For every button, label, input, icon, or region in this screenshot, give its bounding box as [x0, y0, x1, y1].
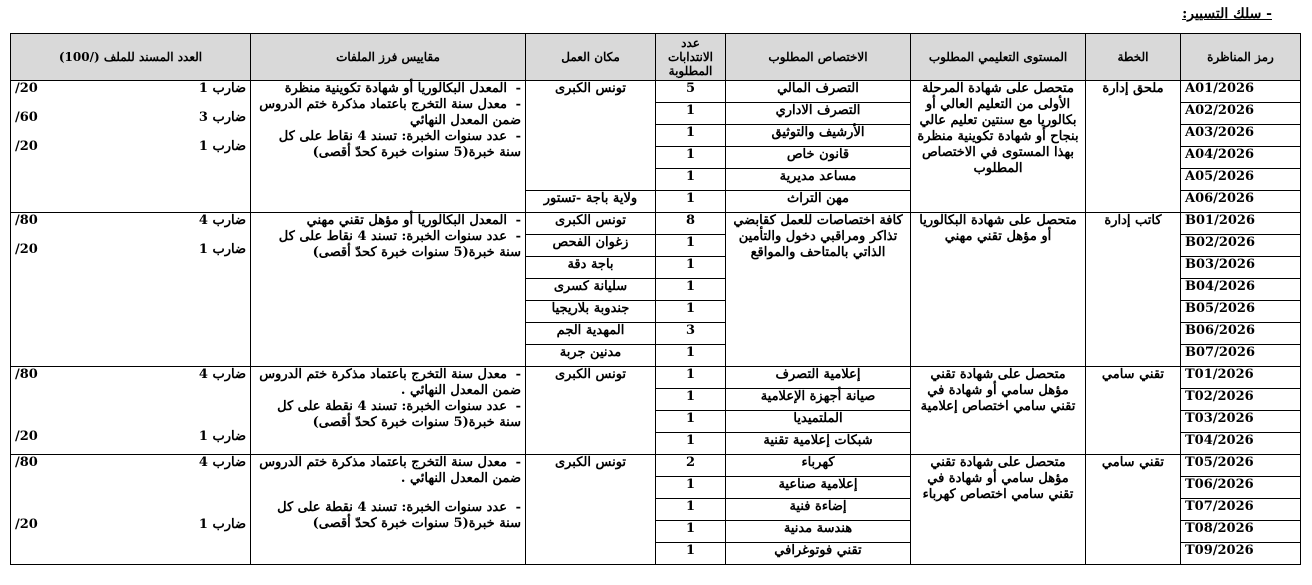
plan-cell: تقني سامي — [1086, 367, 1181, 455]
spec-cell: مهن التراث — [726, 191, 911, 213]
criteria-item: -عدد سنوات الخبرة: تسند 4 نقاط على كل سنة خبرة(5 سنوات خبرة كحدّ أقصى) — [278, 129, 521, 160]
coef-line: ضارب 1 20/ — [15, 139, 246, 154]
count-cell: 1 — [656, 147, 726, 169]
count-cell: 1 — [656, 389, 726, 411]
criteria-item: -عدد سنوات الخبرة: تسند 4 نقطة على كل سنة خبرة(5 سنوات خبرة كحدّ أقصى) — [277, 399, 521, 430]
count-cell: 1 — [656, 433, 726, 455]
criteria-cell — [251, 81, 526, 213]
spec-cell: شبكات إعلامية تقنية — [726, 433, 911, 455]
table-row — [11, 455, 1301, 477]
count-cell: 1 — [656, 301, 726, 323]
code-cell: B05/2026 — [1181, 301, 1301, 323]
count-cell: 1 — [656, 477, 726, 499]
spec-cell: إعلامية صناعية — [726, 477, 911, 499]
spec-cell: قانون خاص — [726, 147, 911, 169]
spec-cell: كافة اختصاصات للعمل كقابضي تذاكر ومراقبي دخول والتأمين الذاتي بالمتاحف والمواقع — [726, 213, 911, 367]
level-cell: متحصل على شهادة البكالوريا أو مؤهل تقني مهني — [911, 213, 1086, 367]
score-cell — [11, 81, 251, 213]
spec-cell: هندسة مدنية — [726, 521, 911, 543]
count-cell: 1 — [656, 169, 726, 191]
score-cell — [11, 367, 251, 455]
code-cell: T07/2026 — [1181, 499, 1301, 521]
count-cell: 1 — [656, 521, 726, 543]
place-cell: تونس الكبرى — [526, 213, 656, 235]
code-cell: A05/2026 — [1181, 169, 1301, 191]
criteria-item: -معدل سنة التخرج باعتماد مذكرة ختم الدروس ضمن المعدل النهائي — [259, 97, 521, 128]
score-cell — [11, 213, 251, 367]
level-cell: متحصل على شهادة تقني مؤهل سامي أو شهادة في تقني سامي اختصاص كهرباء — [911, 455, 1086, 565]
count-cell: 1 — [656, 543, 726, 565]
criteria-item: -عدد سنوات الخبرة: تسند 4 نقاط على كل سنة خبرة(5 سنوات خبرة كحدّ أقصى) — [278, 229, 521, 260]
place-cell: زغوان الفحص — [526, 235, 656, 257]
count-cell: 5 — [656, 81, 726, 103]
code-cell: B01/2026 — [1181, 213, 1301, 235]
code-cell: B04/2026 — [1181, 279, 1301, 301]
criteria-cell — [251, 213, 526, 367]
header-level: المستوى التعليمي المطلوب — [911, 34, 1086, 81]
spec-cell: صيانة أجهزة الإعلامية — [726, 389, 911, 411]
code-cell: B06/2026 — [1181, 323, 1301, 345]
criteria-cell — [251, 455, 526, 565]
count-cell: 1 — [656, 499, 726, 521]
plan-cell: ملحق إدارة — [1086, 81, 1181, 213]
table-row — [11, 213, 1301, 235]
code-cell: A02/2026 — [1181, 103, 1301, 125]
count-cell: 1 — [656, 235, 726, 257]
coef-line: ضارب 4 80/ — [15, 213, 246, 228]
count-cell: 1 — [656, 279, 726, 301]
header-row — [11, 34, 1301, 81]
spec-cell: التصرف المالي — [726, 81, 911, 103]
spec-cell: إضاءة فنية — [726, 499, 911, 521]
header-plan: الخطة — [1086, 34, 1181, 81]
count-cell: 1 — [656, 367, 726, 389]
header-score: العدد المسند للملف (/100) — [11, 34, 251, 81]
count-cell: 1 — [656, 257, 726, 279]
spec-cell: مساعد مديرية — [726, 169, 911, 191]
count-cell: 8 — [656, 213, 726, 235]
score-cell — [11, 455, 251, 565]
spec-cell: تقني فوتوغرافي — [726, 543, 911, 565]
spec-cell: التصرف الاداري — [726, 103, 911, 125]
count-cell: 1 — [656, 411, 726, 433]
code-cell: T05/2026 — [1181, 455, 1301, 477]
place-cell: باجة دقة — [526, 257, 656, 279]
level-cell: متحصل على شهادة تقني مؤهل سامي أو شهادة في تقني سامي اختصاص إعلامية — [911, 367, 1086, 455]
count-cell: 1 — [656, 103, 726, 125]
coef-line: ضارب 3 60/ — [15, 110, 246, 125]
coef-line: ضارب 4 80/ — [15, 455, 246, 470]
code-cell: A06/2026 — [1181, 191, 1301, 213]
code-cell: A04/2026 — [1181, 147, 1301, 169]
criteria-cell — [251, 367, 526, 455]
count-cell: 1 — [656, 191, 726, 213]
code-cell: T02/2026 — [1181, 389, 1301, 411]
place-cell: جندوبة بلاريجيا — [526, 301, 656, 323]
place-cell: تونس الكبرى — [526, 367, 656, 455]
spec-cell: الملتميديا — [726, 411, 911, 433]
header-spec: الاختصاص المطلوب — [726, 34, 911, 81]
plan-cell: كاتب إدارة — [1086, 213, 1181, 367]
recruitment-table — [10, 33, 1301, 565]
code-cell: B02/2026 — [1181, 235, 1301, 257]
coef-line: ضارب 4 80/ — [15, 367, 246, 382]
place-cell: ولاية باجة -تستور — [526, 191, 656, 213]
coef-line: ضارب 1 20/ — [15, 242, 246, 257]
criteria-item: -معدل سنة التخرج باعتماد مذكرة ختم الدروس ضمن المعدل النهائي . — [259, 367, 521, 398]
code-cell: B07/2026 — [1181, 345, 1301, 367]
spec-cell: الأرشيف والتوثيق — [726, 125, 911, 147]
criteria-item: -عدد سنوات الخبرة: تسند 4 نقطة على كل سنة خبرة(5 سنوات خبرة كحدّ أقصى) — [277, 500, 521, 531]
criteria-item: -المعدل البكالوريا أو شهادة تكوينية منظرة — [284, 81, 521, 96]
code-cell: A01/2026 — [1181, 81, 1301, 103]
place-cell: تونس الكبرى — [526, 455, 656, 565]
spec-cell: كهرباء — [726, 455, 911, 477]
criteria-item: -معدل سنة التخرج باعتماد مذكرة ختم الدروس ضمن المعدل النهائي . — [259, 455, 521, 486]
code-cell: T01/2026 — [1181, 367, 1301, 389]
code-cell: B03/2026 — [1181, 257, 1301, 279]
header-criteria: مقاييس فرز الملفات — [251, 34, 526, 81]
place-cell: سليانة كسرى — [526, 279, 656, 301]
code-cell: T09/2026 — [1181, 543, 1301, 565]
place-cell: المهدية الجم — [526, 323, 656, 345]
count-cell: 2 — [656, 455, 726, 477]
criteria-item: -المعدل البكالوريا أو مؤهل تقني مهني — [306, 213, 521, 228]
section-heading: - سلك التسيير: — [1182, 6, 1272, 22]
table-row — [11, 367, 1301, 389]
table-row — [11, 81, 1301, 103]
place-cell: تونس الكبرى — [526, 81, 656, 191]
count-cell: 1 — [656, 125, 726, 147]
coef-line: ضارب 1 20/ — [15, 517, 246, 532]
level-cell: متحصل على شهادة المرحلة الأولى من التعليم العالي أو بكالوريا مع سنتين تعليم عالي بنجاح أو شهادة تكوينية منظرة بهذا المستوى في الاختصاص المطلوب — [911, 81, 1086, 213]
spec-cell: إعلامية التصرف — [726, 367, 911, 389]
count-cell: 1 — [656, 345, 726, 367]
code-cell: A03/2026 — [1181, 125, 1301, 147]
code-cell: T04/2026 — [1181, 433, 1301, 455]
coef-line: ضارب 1 20/ — [15, 429, 246, 444]
count-cell: 3 — [656, 323, 726, 345]
code-cell: T06/2026 — [1181, 477, 1301, 499]
header-place: مكان العمل — [526, 34, 656, 81]
header-count: عدد الانتدابات المطلوبة — [656, 34, 726, 81]
header-code: رمز المناظرة — [1181, 34, 1301, 81]
code-cell: T08/2026 — [1181, 521, 1301, 543]
place-cell: مدنين جربة — [526, 345, 656, 367]
plan-cell: تقني سامي — [1086, 455, 1181, 565]
code-cell: T03/2026 — [1181, 411, 1301, 433]
coef-line: ضارب 1 20/ — [15, 81, 246, 96]
